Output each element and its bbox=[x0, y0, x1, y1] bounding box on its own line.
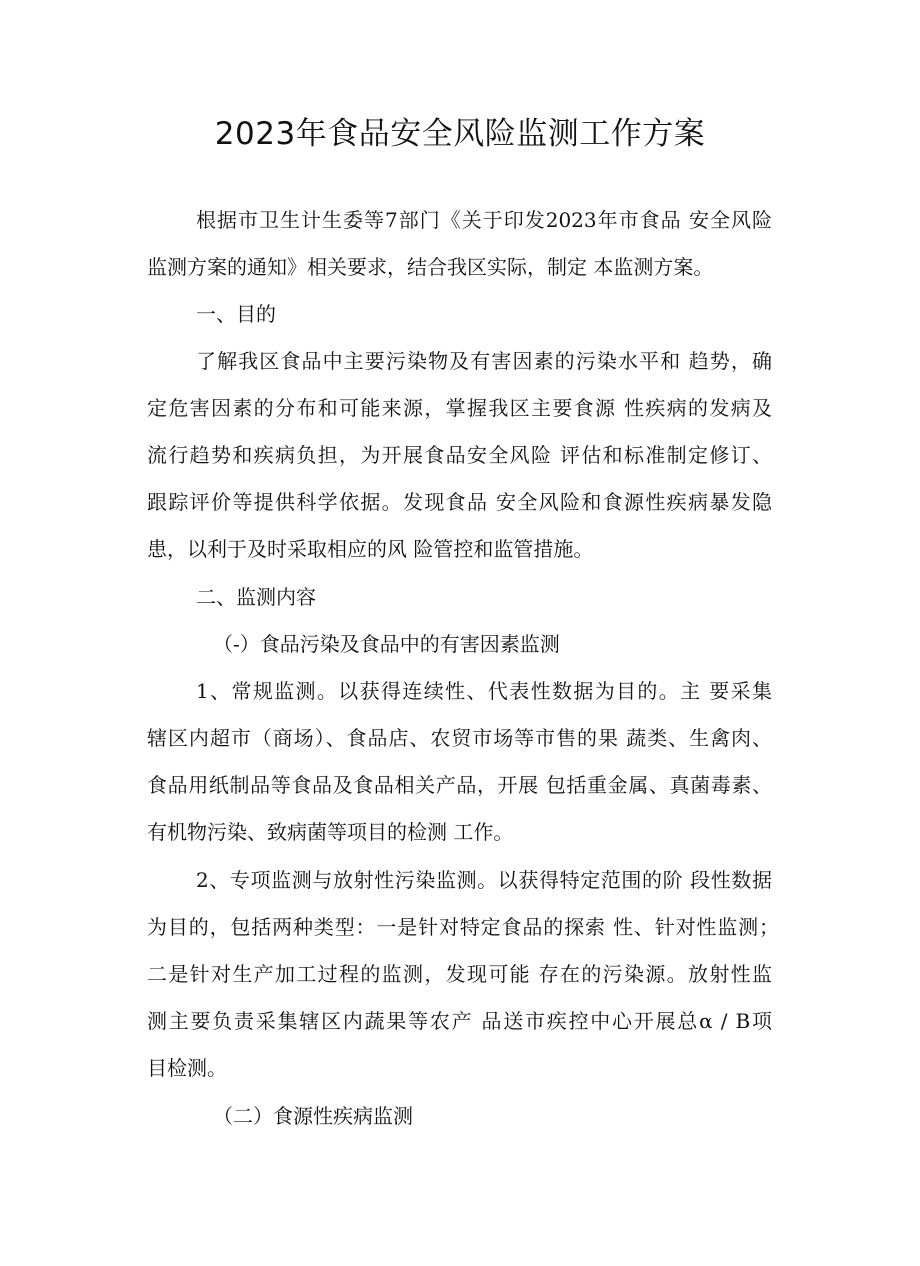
paragraph-line: 患，以利于及时采取相应的风 险管控和监管措施。 bbox=[147, 537, 594, 561]
paragraph-line: 了解我区食品中主要污染物及有害因素的污染水平和 趋势，确 bbox=[196, 349, 772, 373]
paragraph-line: 辖区内超市（商场）、食品店、农贸市场等市售的果 蔬类、生禽肉、 bbox=[147, 726, 772, 750]
section-heading: 二、监测内容 bbox=[196, 585, 316, 609]
paragraph-line: 1、常规监测。以获得连续性、代表性数据为目的。主 要采集 bbox=[196, 679, 772, 703]
paragraph-line: 二是针对生产加工过程的监测，发现可能 存在的污染源。放射性监 bbox=[147, 962, 772, 986]
paragraph-line: 流行趋势和疾病负担，为开展食品安全风险 评估和标准制定修订、 bbox=[147, 443, 772, 467]
paragraph-line: 有机物污染、致病菌等项目的检测 工作。 bbox=[147, 820, 514, 844]
paragraph-line: 根据市卫生计生委等7部门《关于印发2023年市食品 安全风险 bbox=[196, 208, 772, 232]
paragraph-line: 为目的，包括两种类型：一是针对特定食品的探索 性、针对性监测； bbox=[147, 915, 779, 939]
paragraph-line: 食品用纸制品等食品及食品相关产品，开展 包括重金属、真菌毒素、 bbox=[147, 773, 772, 797]
paragraph-line: 2、专项监测与放射性污染监测。以获得特定范围的阶 段性数据 bbox=[196, 868, 772, 892]
paragraph-line: 监测方案的通知》相关要求，结合我区实际，制定 本监测方案。 bbox=[147, 255, 714, 279]
section-heading: 一、目的 bbox=[196, 302, 276, 326]
paragraph-line: 定危害因素的分布和可能来源，掌握我区主要食源 性疾病的发病及 bbox=[147, 396, 772, 420]
document-title: 2023年食品安全风险监测工作方案 bbox=[214, 116, 706, 152]
paragraph-line: 跟踪评价等提供科学依据。发现食品 安全风险和食源性疾病暴发隐 bbox=[147, 490, 772, 514]
subsection-heading: （二）食源性疾病监测 bbox=[213, 1104, 413, 1128]
paragraph-line: 测主要负责采集辖区内蔬果等农产 品送市疾控中心开展总α / B项 bbox=[147, 1009, 772, 1033]
subsection-heading: （-）食品污染及食品中的有害因素监测 bbox=[213, 632, 560, 656]
paragraph-line: 目检测。 bbox=[147, 1056, 227, 1080]
